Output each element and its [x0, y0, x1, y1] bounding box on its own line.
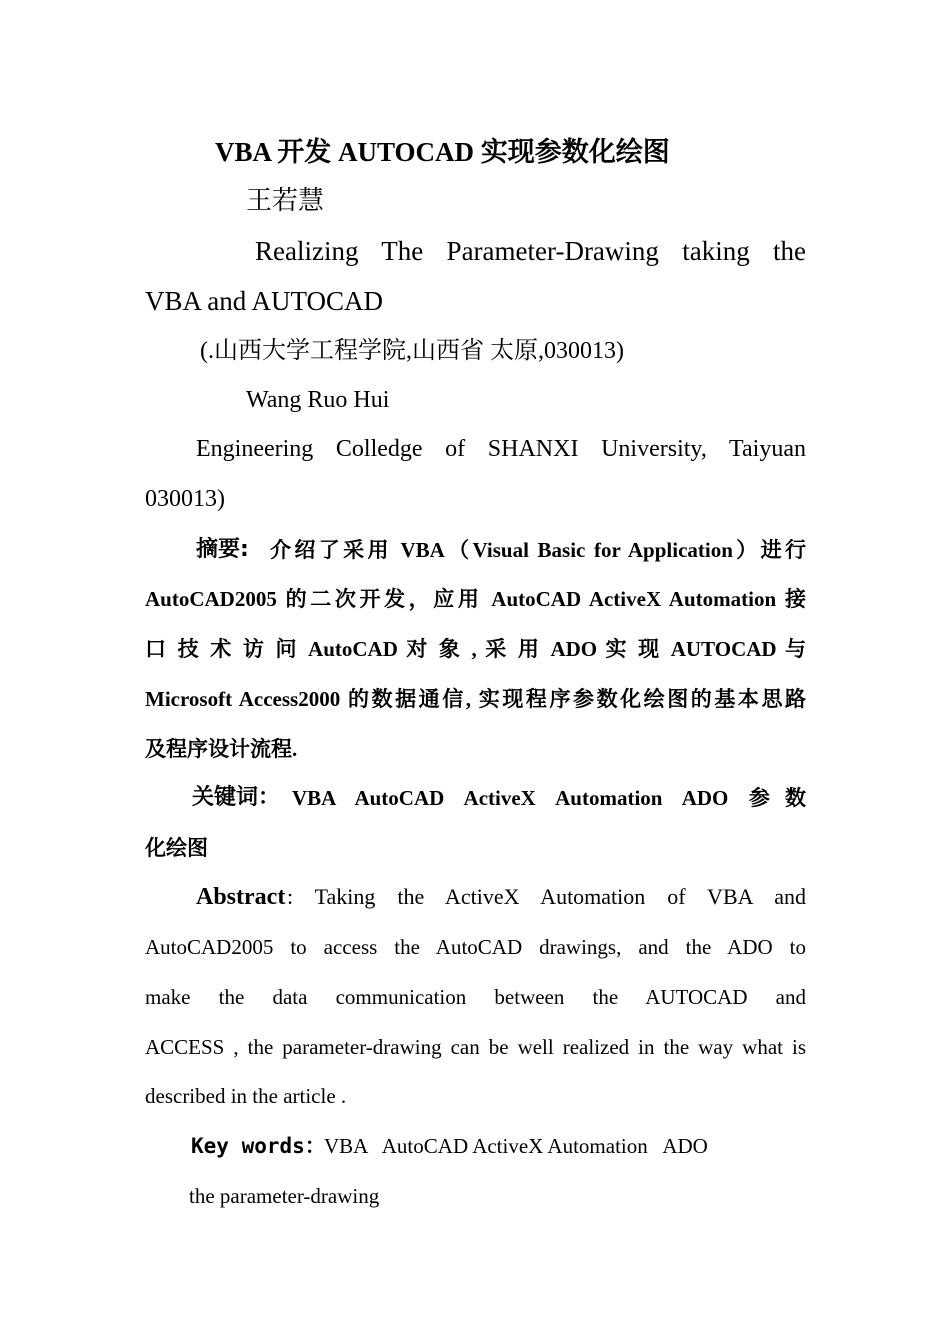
english-title-line-2: VBA and AUTOCAD: [145, 286, 384, 316]
abstract-en-line-3: make the data communication between the AUTOCAD and: [145, 985, 806, 1009]
keywords-cn-label: 关键词：: [192, 785, 281, 810]
keywords-en-line-1: VBA AutoCAD ActiveX Automation ADO: [324, 1134, 708, 1158]
abstract-cn-line-3: 口 技 术 访 问 AutoCAD 对 象 , 采 用 ADO 实 现 AUTOCAD 与: [145, 637, 806, 661]
keywords-en-line-2: the parameter-drawing: [189, 1184, 380, 1208]
abstract-cn-line-1: 介绍了采用 VBA（Visual Basic for Application）进行: [270, 538, 806, 562]
abstract-cn-line-4: Microsoft Access2000 的数据通信, 实现程序参数化绘图的基本思路: [145, 687, 806, 711]
affiliation-en-line-2: 030013): [145, 486, 225, 512]
keywords-cn-line-1: VBA AutoCAD ActiveX Automation ADO 参数: [292, 786, 806, 810]
english-title-line-1: Realizing The Parameter-Drawing taking the: [255, 236, 806, 266]
author-cn: 王若慧: [246, 186, 325, 215]
abstract-en-label: Abstract: [196, 884, 286, 910]
abstract-en-line-5: described in the article .: [145, 1084, 347, 1108]
affiliation-en-line-1: Engineering Colledge of SHANXI University, Taiyuan: [196, 436, 806, 462]
abstract-cn-line-2: AutoCAD2005 的二次开发，应用 AutoCAD ActiveX Automation 接: [145, 587, 806, 611]
paper-title: VBA 开发 AUTOCAD 实现参数化绘图: [215, 137, 670, 167]
keywords-cn-line-2: 化绘图: [145, 836, 208, 860]
abstract-en-line-1: : Taking the ActiveX Automation of VBA and: [287, 884, 806, 909]
abstract-en-line-4: ACCESS , the parameter-drawing can be well realized in the way what is: [145, 1035, 806, 1059]
affiliation-cn: (.山西大学工程学院,山西省 太原,030013): [200, 338, 624, 364]
abstract-cn-label: 摘要:: [196, 537, 249, 562]
abstract-cn-line-5: 及程序设计流程.: [145, 737, 298, 761]
abstract-en-line-2: AutoCAD2005 to access the AutoCAD drawings, and the ADO to: [145, 935, 806, 959]
keywords-en-label: Key words：: [191, 1134, 326, 1158]
author-en: Wang Ruo Hui: [246, 387, 390, 413]
